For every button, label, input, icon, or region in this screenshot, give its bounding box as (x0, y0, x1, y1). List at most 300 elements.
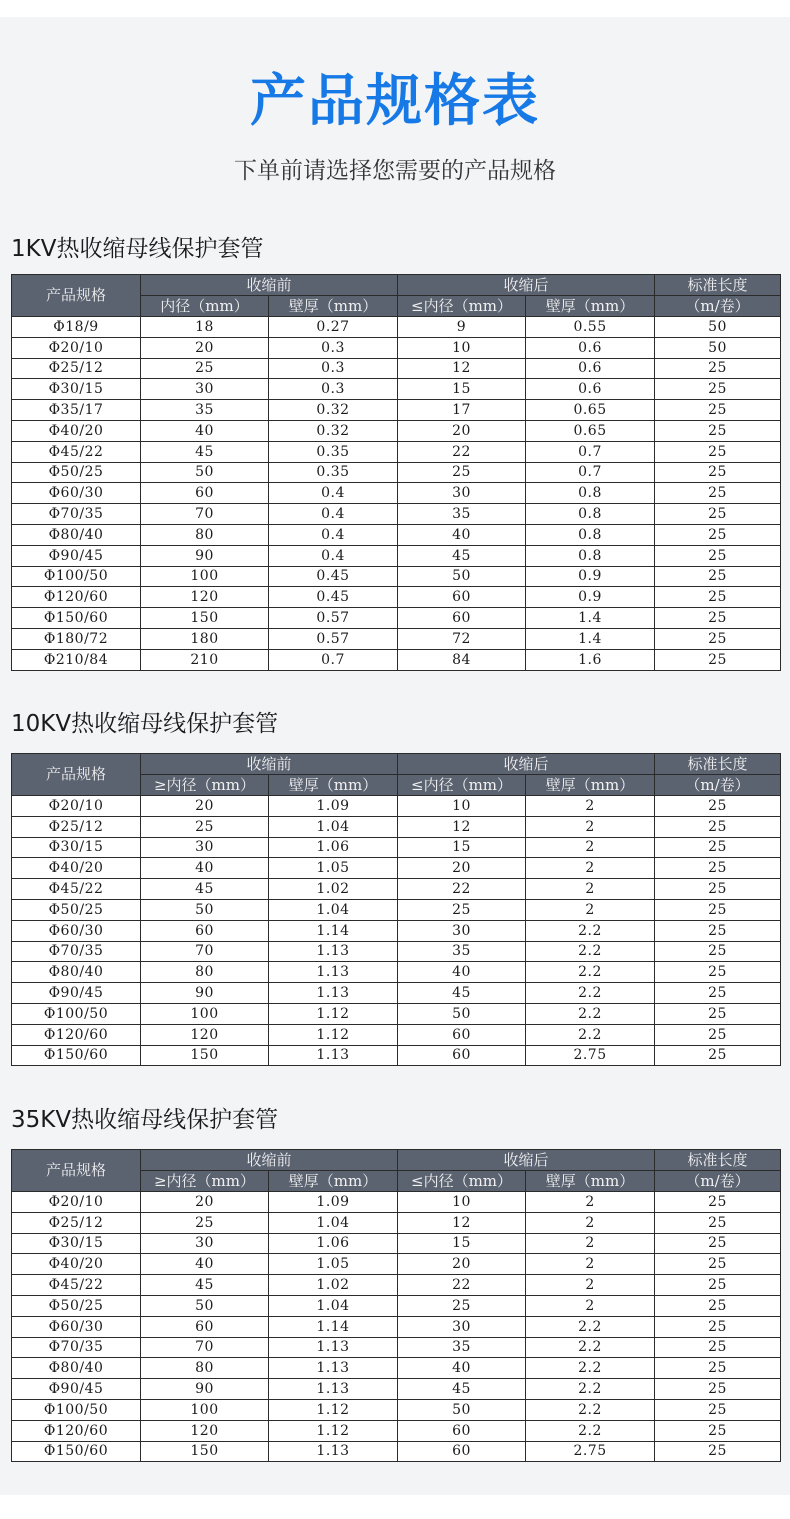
after-wall-cell: 0.9 (526, 566, 655, 587)
table-row (12, 1441, 781, 1462)
table-row (12, 483, 781, 504)
length-cell: 25 (655, 858, 781, 879)
spec-cell: Φ120/60 (12, 1024, 141, 1045)
before-id-cell: 150 (141, 1045, 269, 1066)
after-id-cell: 20 (398, 858, 526, 879)
after-id-cell: 40 (398, 1358, 526, 1379)
spec-cell: Φ20/10 (12, 337, 141, 358)
header-before: 收缩前 (141, 275, 398, 296)
before-wall-cell: 1.12 (269, 1003, 398, 1024)
before-id-cell: 90 (141, 983, 269, 1004)
spec-cell: Φ120/60 (12, 587, 141, 608)
after-id-cell: 17 (398, 400, 526, 421)
header-after-id: ≤内径（mm） (398, 775, 526, 796)
spec-cell: Φ30/15 (12, 1233, 141, 1254)
after-id-cell: 15 (398, 1233, 526, 1254)
after-id-cell: 35 (398, 1337, 526, 1358)
before-wall-cell: 0.32 (269, 420, 398, 441)
after-id-cell: 60 (398, 608, 526, 629)
after-wall-cell: 2 (526, 837, 655, 858)
length-cell: 25 (655, 1254, 781, 1275)
before-wall-cell: 1.13 (269, 1045, 398, 1066)
spec-table-35kv (11, 1149, 781, 1462)
before-wall-cell: 0.3 (269, 379, 398, 400)
length-cell: 25 (655, 899, 781, 920)
before-id-cell: 180 (141, 628, 269, 649)
table-row (12, 941, 781, 962)
before-id-cell: 120 (141, 587, 269, 608)
spec-cell: Φ18/9 (12, 317, 141, 338)
after-wall-cell: 0.7 (526, 462, 655, 483)
table-row (12, 1024, 781, 1045)
after-wall-cell: 0.8 (526, 483, 655, 504)
after-wall-cell: 0.9 (526, 587, 655, 608)
before-wall-cell: 0.7 (269, 649, 398, 670)
before-wall-cell: 0.4 (269, 504, 398, 525)
after-wall-cell: 2 (526, 816, 655, 837)
length-cell: 25 (655, 1212, 781, 1233)
before-wall-cell: 1.13 (269, 1441, 398, 1462)
before-wall-cell: 1.04 (269, 1295, 398, 1316)
table-row (12, 899, 781, 920)
table-row (12, 1379, 781, 1400)
header-length-unit: （m/卷） (655, 296, 781, 317)
before-wall-cell: 1.12 (269, 1399, 398, 1420)
header-after-id: ≤内径（mm） (398, 296, 526, 317)
after-wall-cell: 0.6 (526, 337, 655, 358)
before-id-cell: 25 (141, 816, 269, 837)
after-id-cell: 20 (398, 1254, 526, 1275)
before-wall-cell: 0.35 (269, 441, 398, 462)
length-cell: 25 (655, 400, 781, 421)
before-id-cell: 60 (141, 1316, 269, 1337)
after-id-cell: 40 (398, 962, 526, 983)
table-row (12, 920, 781, 941)
header-before-wall: 壁厚（mm） (269, 296, 398, 317)
after-id-cell: 35 (398, 504, 526, 525)
before-id-cell: 80 (141, 962, 269, 983)
length-cell: 25 (655, 566, 781, 587)
spec-cell: Φ70/35 (12, 504, 141, 525)
before-id-cell: 25 (141, 1212, 269, 1233)
before-id-cell: 30 (141, 837, 269, 858)
after-id-cell: 30 (398, 1316, 526, 1337)
length-cell: 25 (655, 1420, 781, 1441)
after-wall-cell: 2 (526, 1254, 655, 1275)
after-wall-cell: 2 (526, 1295, 655, 1316)
after-id-cell: 30 (398, 920, 526, 941)
header-before-id: ≥内径（mm） (141, 1171, 269, 1192)
length-cell: 25 (655, 1316, 781, 1337)
after-wall-cell: 2 (526, 796, 655, 817)
after-id-cell: 12 (398, 816, 526, 837)
table-row (12, 796, 781, 817)
spec-cell: Φ100/50 (12, 1399, 141, 1420)
before-id-cell: 120 (141, 1024, 269, 1045)
length-cell: 25 (655, 420, 781, 441)
before-wall-cell: 1.13 (269, 962, 398, 983)
length-cell: 25 (655, 649, 781, 670)
length-cell: 25 (655, 1295, 781, 1316)
before-id-cell: 20 (141, 796, 269, 817)
table-row (12, 504, 781, 525)
before-id-cell: 40 (141, 1254, 269, 1275)
before-id-cell: 30 (141, 1233, 269, 1254)
after-wall-cell: 0.8 (526, 504, 655, 525)
spec-cell: Φ20/10 (12, 796, 141, 817)
before-id-cell: 30 (141, 379, 269, 400)
table-row (12, 816, 781, 837)
spec-cell: Φ210/84 (12, 649, 141, 670)
length-cell: 25 (655, 483, 781, 504)
before-wall-cell: 1.04 (269, 1212, 398, 1233)
table-row (12, 1399, 781, 1420)
spec-cell: Φ25/12 (12, 1212, 141, 1233)
after-wall-cell: 2.75 (526, 1045, 655, 1066)
before-id-cell: 20 (141, 337, 269, 358)
before-id-cell: 70 (141, 941, 269, 962)
length-cell: 25 (655, 608, 781, 629)
page-title: 产品规格表 (250, 69, 540, 134)
spec-cell: Φ90/45 (12, 545, 141, 566)
table-row (12, 379, 781, 400)
header-length-unit: （m/卷） (655, 1171, 781, 1192)
before-wall-cell: 0.4 (269, 524, 398, 545)
after-wall-cell: 2.2 (526, 1337, 655, 1358)
after-wall-cell: 2.75 (526, 1441, 655, 1462)
spec-cell: Φ120/60 (12, 1420, 141, 1441)
length-cell: 25 (655, 1233, 781, 1254)
length-cell: 25 (655, 441, 781, 462)
table-row (12, 983, 781, 1004)
before-wall-cell: 1.09 (269, 796, 398, 817)
header-before: 收缩前 (141, 754, 398, 775)
after-wall-cell: 0.8 (526, 545, 655, 566)
before-id-cell: 45 (141, 879, 269, 900)
spec-cell: Φ30/15 (12, 379, 141, 400)
spec-cell: Φ45/22 (12, 1275, 141, 1296)
length-cell: 25 (655, 1003, 781, 1024)
before-wall-cell: 1.06 (269, 1233, 398, 1254)
section-title-10kv: 10KV热收缩母线保护套管 (11, 711, 279, 737)
before-id-cell: 150 (141, 608, 269, 629)
after-wall-cell: 2.2 (526, 920, 655, 941)
before-id-cell: 45 (141, 441, 269, 462)
table-row (12, 837, 781, 858)
table-row (12, 1337, 781, 1358)
table-row (12, 545, 781, 566)
after-id-cell: 40 (398, 524, 526, 545)
length-cell: 25 (655, 1379, 781, 1400)
after-wall-cell: 0.6 (526, 379, 655, 400)
spec-cell: Φ60/30 (12, 483, 141, 504)
after-id-cell: 10 (398, 796, 526, 817)
table-row (12, 1420, 781, 1441)
before-id-cell: 50 (141, 899, 269, 920)
length-cell: 25 (655, 379, 781, 400)
length-cell: 25 (655, 462, 781, 483)
after-id-cell: 45 (398, 1379, 526, 1400)
after-id-cell: 50 (398, 1399, 526, 1420)
header-after-wall: 壁厚（mm） (526, 775, 655, 796)
after-id-cell: 72 (398, 628, 526, 649)
header-spec: 产品规格 (12, 1150, 141, 1192)
before-wall-cell: 0.3 (269, 358, 398, 379)
before-wall-cell: 0.4 (269, 545, 398, 566)
header-length-unit: （m/卷） (655, 775, 781, 796)
length-cell: 25 (655, 545, 781, 566)
length-cell: 50 (655, 317, 781, 338)
spec-cell: Φ40/20 (12, 420, 141, 441)
length-cell: 25 (655, 941, 781, 962)
length-cell: 25 (655, 358, 781, 379)
after-wall-cell: 2 (526, 879, 655, 900)
table-row (12, 358, 781, 379)
spec-cell: Φ100/50 (12, 1003, 141, 1024)
after-wall-cell: 0.55 (526, 317, 655, 338)
header-after: 收缩后 (398, 1150, 655, 1171)
after-id-cell: 60 (398, 1420, 526, 1441)
header-after-wall: 壁厚（mm） (526, 296, 655, 317)
header-length: 标准长度 (655, 754, 781, 775)
after-id-cell: 25 (398, 899, 526, 920)
before-wall-cell: 1.13 (269, 1358, 398, 1379)
length-cell: 25 (655, 524, 781, 545)
before-id-cell: 90 (141, 1379, 269, 1400)
after-wall-cell: 0.65 (526, 400, 655, 421)
before-id-cell: 60 (141, 920, 269, 941)
table-row (12, 628, 781, 649)
after-id-cell: 10 (398, 1192, 526, 1213)
table-row (12, 317, 781, 338)
header-spec: 产品规格 (12, 275, 141, 317)
spec-cell: Φ35/17 (12, 400, 141, 421)
before-id-cell: 70 (141, 504, 269, 525)
header-spec: 产品规格 (12, 754, 141, 796)
before-wall-cell: 1.06 (269, 837, 398, 858)
before-id-cell: 100 (141, 566, 269, 587)
before-wall-cell: 1.04 (269, 899, 398, 920)
spec-cell: Φ40/20 (12, 1254, 141, 1275)
before-id-cell: 100 (141, 1399, 269, 1420)
before-wall-cell: 0.57 (269, 628, 398, 649)
length-cell: 25 (655, 1045, 781, 1066)
header-length: 标准长度 (655, 275, 781, 296)
spec-cell: Φ90/45 (12, 1379, 141, 1400)
before-id-cell: 100 (141, 1003, 269, 1024)
length-cell: 25 (655, 920, 781, 941)
header-before: 收缩前 (141, 1150, 398, 1171)
length-cell: 50 (655, 337, 781, 358)
section-title-35kv: 35KV热收缩母线保护套管 (11, 1107, 279, 1133)
after-wall-cell: 2.2 (526, 941, 655, 962)
after-id-cell: 12 (398, 1212, 526, 1233)
before-id-cell: 80 (141, 524, 269, 545)
after-wall-cell: 0.8 (526, 524, 655, 545)
table-row (12, 1212, 781, 1233)
table-row (12, 962, 781, 983)
length-cell: 25 (655, 628, 781, 649)
after-wall-cell: 2 (526, 1212, 655, 1233)
table-row (12, 1233, 781, 1254)
after-id-cell: 60 (398, 587, 526, 608)
table-row (12, 649, 781, 670)
length-cell: 25 (655, 837, 781, 858)
before-wall-cell: 1.13 (269, 1337, 398, 1358)
spec-cell: Φ80/40 (12, 962, 141, 983)
spec-cell: Φ25/12 (12, 358, 141, 379)
spec-cell: Φ40/20 (12, 858, 141, 879)
after-wall-cell: 0.6 (526, 358, 655, 379)
after-wall-cell: 2.2 (526, 983, 655, 1004)
after-id-cell: 15 (398, 379, 526, 400)
length-cell: 25 (655, 1358, 781, 1379)
after-id-cell: 84 (398, 649, 526, 670)
header-after: 收缩后 (398, 275, 655, 296)
length-cell: 25 (655, 1337, 781, 1358)
after-id-cell: 20 (398, 420, 526, 441)
before-id-cell: 40 (141, 420, 269, 441)
before-id-cell: 90 (141, 545, 269, 566)
table-row (12, 1254, 781, 1275)
spec-cell: Φ45/22 (12, 441, 141, 462)
table-row (12, 420, 781, 441)
spec-table-1kv (11, 274, 781, 671)
spec-cell: Φ70/35 (12, 1337, 141, 1358)
length-cell: 25 (655, 983, 781, 1004)
spec-cell: Φ30/15 (12, 837, 141, 858)
table-row (12, 337, 781, 358)
before-id-cell: 18 (141, 317, 269, 338)
after-wall-cell: 1.4 (526, 608, 655, 629)
after-id-cell: 45 (398, 545, 526, 566)
spec-cell: Φ150/60 (12, 608, 141, 629)
after-wall-cell: 0.65 (526, 420, 655, 441)
after-wall-cell: 2 (526, 1192, 655, 1213)
after-wall-cell: 2 (526, 1233, 655, 1254)
after-wall-cell: 2.2 (526, 962, 655, 983)
before-id-cell: 20 (141, 1192, 269, 1213)
before-wall-cell: 0.3 (269, 337, 398, 358)
table-row (12, 462, 781, 483)
length-cell: 25 (655, 504, 781, 525)
after-id-cell: 9 (398, 317, 526, 338)
before-id-cell: 50 (141, 1295, 269, 1316)
header-length: 标准长度 (655, 1150, 781, 1171)
after-id-cell: 45 (398, 983, 526, 1004)
before-wall-cell: 0.27 (269, 317, 398, 338)
spec-cell: Φ150/60 (12, 1441, 141, 1462)
before-wall-cell: 1.02 (269, 1275, 398, 1296)
table-row (12, 1003, 781, 1024)
before-wall-cell: 1.02 (269, 879, 398, 900)
length-cell: 25 (655, 587, 781, 608)
after-wall-cell: 2 (526, 1275, 655, 1296)
length-cell: 25 (655, 816, 781, 837)
length-cell: 25 (655, 1399, 781, 1420)
after-id-cell: 22 (398, 441, 526, 462)
after-id-cell: 25 (398, 462, 526, 483)
table-row (12, 566, 781, 587)
after-wall-cell: 2 (526, 858, 655, 879)
before-wall-cell: 0.4 (269, 483, 398, 504)
before-wall-cell: 1.12 (269, 1420, 398, 1441)
before-wall-cell: 1.13 (269, 1379, 398, 1400)
page-subtitle: 下单前请选择您需要的产品规格 (234, 158, 556, 184)
after-wall-cell: 0.7 (526, 441, 655, 462)
before-wall-cell: 0.57 (269, 608, 398, 629)
after-id-cell: 60 (398, 1045, 526, 1066)
before-wall-cell: 1.13 (269, 941, 398, 962)
header-before-id: 内径（mm） (141, 296, 269, 317)
header-after-id: ≤内径（mm） (398, 1171, 526, 1192)
length-cell: 25 (655, 879, 781, 900)
table-row (12, 1192, 781, 1213)
after-wall-cell: 2.2 (526, 1024, 655, 1045)
after-id-cell: 10 (398, 337, 526, 358)
spec-cell: Φ180/72 (12, 628, 141, 649)
before-id-cell: 50 (141, 462, 269, 483)
before-wall-cell: 0.35 (269, 462, 398, 483)
after-id-cell: 22 (398, 879, 526, 900)
section-title-1kv: 1KV热收缩母线保护套管 (11, 236, 264, 262)
table-row (12, 524, 781, 545)
before-id-cell: 150 (141, 1441, 269, 1462)
table-row (12, 858, 781, 879)
before-wall-cell: 1.04 (269, 816, 398, 837)
after-wall-cell: 1.4 (526, 628, 655, 649)
table-row (12, 1045, 781, 1066)
before-wall-cell: 1.13 (269, 983, 398, 1004)
before-id-cell: 45 (141, 1275, 269, 1296)
table-row (12, 608, 781, 629)
spec-page (0, 17, 790, 1495)
table-row (12, 1358, 781, 1379)
after-id-cell: 30 (398, 483, 526, 504)
after-id-cell: 50 (398, 566, 526, 587)
length-cell: 25 (655, 1275, 781, 1296)
before-wall-cell: 1.14 (269, 920, 398, 941)
length-cell: 25 (655, 1024, 781, 1045)
after-id-cell: 60 (398, 1441, 526, 1462)
table-row (12, 1275, 781, 1296)
after-id-cell: 35 (398, 941, 526, 962)
length-cell: 25 (655, 962, 781, 983)
spec-cell: Φ45/22 (12, 879, 141, 900)
after-wall-cell: 2.2 (526, 1358, 655, 1379)
spec-cell: Φ100/50 (12, 566, 141, 587)
before-wall-cell: 1.05 (269, 858, 398, 879)
spec-cell: Φ25/12 (12, 816, 141, 837)
spec-cell: Φ80/40 (12, 1358, 141, 1379)
after-id-cell: 25 (398, 1295, 526, 1316)
before-wall-cell: 0.45 (269, 566, 398, 587)
before-wall-cell: 1.05 (269, 1254, 398, 1275)
after-wall-cell: 2.2 (526, 1399, 655, 1420)
spec-cell: Φ150/60 (12, 1045, 141, 1066)
header-before-wall: 壁厚（mm） (269, 1171, 398, 1192)
before-id-cell: 40 (141, 858, 269, 879)
header-after: 收缩后 (398, 754, 655, 775)
table-row (12, 879, 781, 900)
spec-cell: Φ70/35 (12, 941, 141, 962)
header-before-id: ≥内径（mm） (141, 775, 269, 796)
after-id-cell: 22 (398, 1275, 526, 1296)
before-wall-cell: 1.12 (269, 1024, 398, 1045)
spec-cell: Φ50/25 (12, 462, 141, 483)
spec-cell: Φ80/40 (12, 524, 141, 545)
table-row (12, 441, 781, 462)
